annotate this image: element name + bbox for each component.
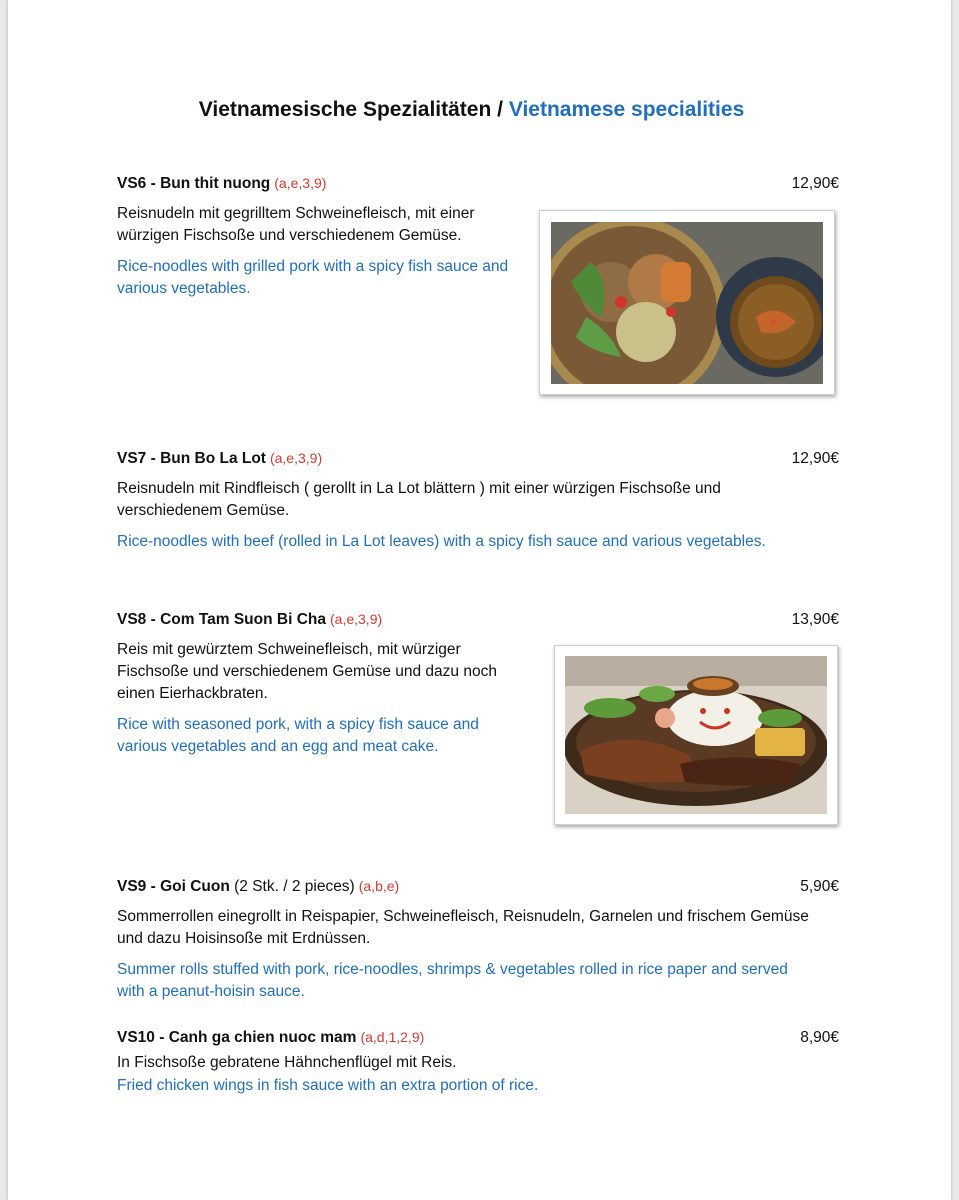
dish-name: VS6 - Bun thit nuong bbox=[117, 175, 271, 192]
description-english: Summer rolls stuffed with pork, rice-noodles, shrimps & vegetables rolled in rice paper and served with a peanut-hoisin sauce. bbox=[117, 961, 788, 1000]
allergen-codes: (a,e,3,9) bbox=[269, 450, 323, 466]
bun-thit-nuong-photo bbox=[539, 210, 835, 395]
page-title bbox=[0, 98, 951, 122]
com-tam-photo bbox=[554, 645, 838, 825]
dish-name: VS7 - Bun Bo La Lot bbox=[117, 450, 266, 467]
description-german: Reisnudeln mit Rindfleisch ( gerollt in La Lot blättern ) mit einer würzigen Fischsoße und verschiedenem Gemüse. bbox=[117, 480, 721, 519]
description-german: Reis mit gewürztem Schweinefleisch, mit würziger Fischsoße und verschiedenem Gemüse und dazu noch einen Eierhackbraten. bbox=[117, 641, 497, 702]
dish-price: 8,90€ bbox=[800, 1029, 839, 1046]
allergen-codes: (a,b,e) bbox=[358, 878, 400, 894]
description-english: Rice with seasoned pork, with a spicy fish sauce and various vegetables and an egg and meat cake. bbox=[117, 716, 479, 755]
description-german: Reisnudeln mit gegrilltem Schweinefleisch, mit einer würzigen Fischsoße und verschiedenem Gemüse. bbox=[117, 205, 475, 244]
dish-image bbox=[551, 222, 823, 384]
dish-name: VS9 - Goi Cuon bbox=[117, 878, 230, 895]
dish-vs10 bbox=[117, 1029, 839, 1097]
dish-price: 5,90€ bbox=[800, 878, 839, 895]
title-german: Vietnamesische Spezialitäten / bbox=[198, 98, 503, 121]
dish-price: 12,90€ bbox=[791, 450, 839, 467]
dish-header bbox=[117, 175, 839, 197]
allergen-codes: (a,e,3,9) bbox=[274, 175, 327, 191]
description-german: Sommerrollen einegrollt in Reispapier, Schweinefleisch, Reisnudeln, Garnelen und frischem Gemüse und dazu Hoisinsoße mit Erdnüssen. bbox=[117, 908, 809, 947]
dish-header bbox=[117, 611, 839, 633]
dish-name: VS8 - Com Tam Suon Bi Cha bbox=[117, 611, 326, 628]
description-english: Rice-noodles with grilled pork with a spicy fish sauce and various vegetables. bbox=[117, 258, 509, 297]
dish-vs7 bbox=[117, 450, 839, 553]
allergen-codes: (a,e,3,9) bbox=[330, 611, 383, 627]
dish-portion: (2 Stk. / 2 pieces) bbox=[229, 878, 355, 895]
dish-header bbox=[117, 1029, 839, 1051]
dish-price: 12,90€ bbox=[791, 175, 839, 192]
title-english: Vietnamese specialities bbox=[508, 98, 745, 121]
dish-header bbox=[117, 878, 839, 900]
dish-header bbox=[117, 450, 839, 472]
dish-price: 13,90€ bbox=[791, 611, 839, 628]
allergen-codes: (a,d,1,2,9) bbox=[360, 1029, 425, 1045]
description-english: Rice-noodles with beef (rolled in La Lot leaves) with a spicy fish sauce and various vegetables. bbox=[117, 533, 766, 550]
dish-image bbox=[565, 656, 827, 814]
dish-name: VS10 - Canh ga chien nuoc mam bbox=[117, 1029, 357, 1046]
dish-vs9 bbox=[117, 878, 839, 1003]
description-english: Fried chicken wings in fish sauce with an extra portion of rice. bbox=[117, 1077, 539, 1094]
description-german: In Fischsoße gebratene Hähnchenflügel mit Reis. bbox=[117, 1054, 457, 1071]
